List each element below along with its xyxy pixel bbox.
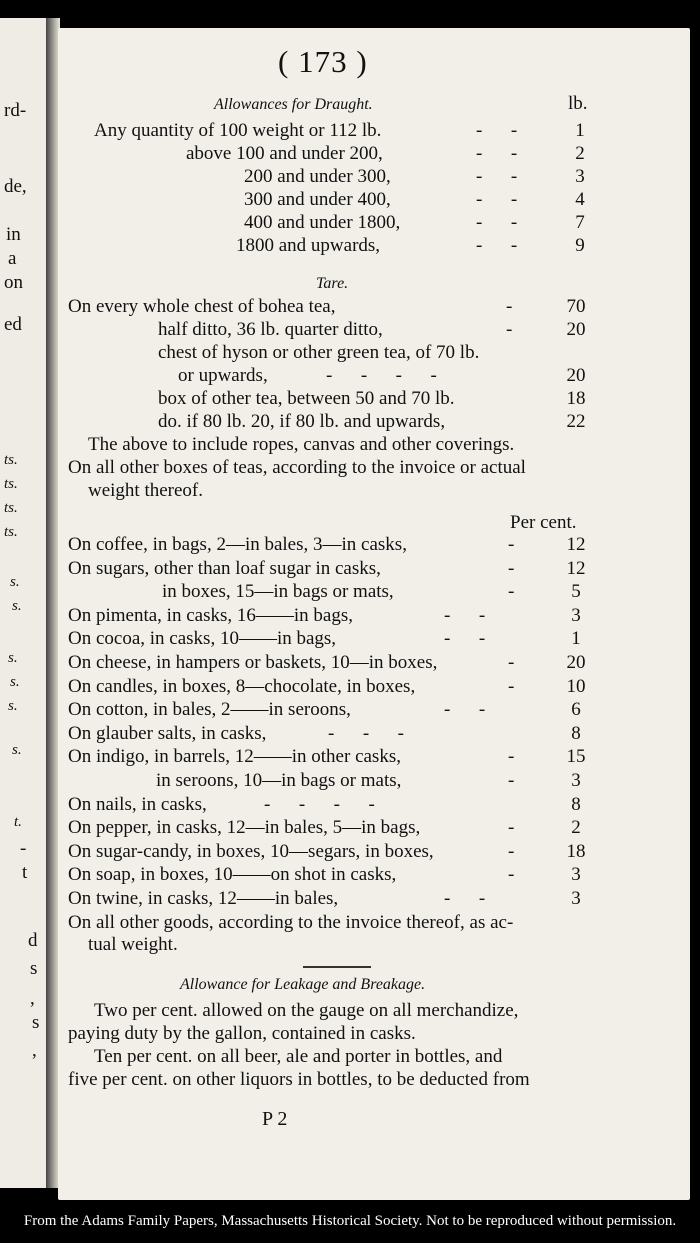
row-leader-dashes: - xyxy=(508,746,515,768)
facing-page-fragment: s. xyxy=(10,574,20,590)
row-text: On cotton, in bales, 2——in seroons, xyxy=(68,699,351,721)
facing-page-fragment: rd- xyxy=(4,100,27,121)
row-value: 3 xyxy=(575,166,585,187)
leakage-line-3: Ten per cent. on all beer, ale and porter in bottles, and xyxy=(94,1046,503,1067)
row-value: 3 xyxy=(571,888,581,909)
row-leader-dashes: - xyxy=(508,770,515,791)
row-leader-dashes: - - xyxy=(444,628,486,650)
leakage-line-4: five per cent. on other liquors in bottles, to be deducted from xyxy=(68,1069,530,1090)
facing-page-fragment: on xyxy=(4,272,23,293)
facing-page-fragment: s xyxy=(30,958,38,979)
row-value: 18 xyxy=(566,388,586,409)
row-value: 8 xyxy=(571,793,581,815)
row-text: On sugars, other than loaf sugar in casks, xyxy=(68,557,381,579)
facing-page-fragment: de, xyxy=(4,176,27,197)
leakage-heading: Allowance for Leakage and Breakage. xyxy=(180,976,426,993)
row-text: On every whole chest of bohea tea, xyxy=(68,296,336,317)
tare-heading: Tare. xyxy=(316,275,349,292)
facing-page-fragment: ts. xyxy=(4,452,18,468)
row-leader-dashes: - - - - xyxy=(326,365,437,386)
row-leader-dashes: - - xyxy=(476,166,518,187)
row-leader-dashes: - xyxy=(508,534,515,555)
row-leader-dashes: - xyxy=(508,840,515,862)
row-text: 400 and under 1800, xyxy=(244,212,401,233)
row-value: 9 xyxy=(575,235,585,256)
row-text: half ditto, 36 lb. quarter ditto, xyxy=(158,319,383,340)
row-value: 10 xyxy=(566,675,586,697)
row-value: 1 xyxy=(571,628,581,650)
row-text: The above to include ropes, canvas and other coverings. xyxy=(88,434,515,455)
facing-page-fragment: s. xyxy=(12,598,22,614)
copyright-footer: From the Adams Family Papers, Massachusetts Historical Society. Not to be reproduced without permission. xyxy=(23,1213,677,1229)
row-text: 300 and under 400, xyxy=(244,189,391,210)
row-text: On candles, in boxes, 8—chocolate, in boxes, xyxy=(68,675,416,697)
row-value: 12 xyxy=(566,534,586,555)
facing-page-fragment: s. xyxy=(8,650,18,666)
row-value: 22 xyxy=(566,411,586,432)
row-leader-dashes: - xyxy=(508,557,515,579)
row-text: On pepper, in casks, 12—in bales, 5—in bags, xyxy=(68,817,421,839)
draught-heading: Allowances for Draught. xyxy=(214,96,373,113)
row-leader-dashes: - - xyxy=(476,120,518,141)
row-value: 12 xyxy=(566,557,586,579)
row-leader-dashes: - xyxy=(508,652,515,673)
facing-page-fragment: , xyxy=(32,1040,37,1061)
facing-page-fragment: s. xyxy=(8,698,18,714)
book-page xyxy=(58,28,690,1200)
per-cent-header: Per cent. xyxy=(510,512,577,533)
row-value: 70 xyxy=(566,296,586,317)
facing-page-fragment: a xyxy=(8,248,17,269)
row-text: On soap, in boxes, 10——on shot in casks, xyxy=(68,864,397,886)
row-leader-dashes: - xyxy=(508,675,515,697)
row-value: 8 xyxy=(571,722,581,744)
row-leader-dashes: - - xyxy=(444,699,486,721)
row-text: On all other boxes of teas, according to the invoice or actual xyxy=(68,457,526,478)
facing-page-fragment: ts. xyxy=(4,524,18,540)
section-rule xyxy=(303,966,371,968)
facing-page-fragment: s. xyxy=(10,674,20,690)
row-value: 18 xyxy=(566,840,586,862)
other-goods-line-2: tual weight. xyxy=(88,934,178,955)
row-text: On coffee, in bags, 2—in bales, 3—in casks, xyxy=(68,534,407,555)
facing-page-fragment: ts. xyxy=(4,476,18,492)
row-value: 7 xyxy=(575,212,585,233)
row-leader-dashes: - - - - xyxy=(264,793,375,815)
row-text: On cheese, in hampers or baskets, 10—in boxes, xyxy=(68,652,438,673)
page-number: ( 173 ) xyxy=(278,44,368,79)
row-value: 20 xyxy=(566,365,586,386)
draught-unit: lb. xyxy=(568,93,588,114)
row-value: 20 xyxy=(566,319,586,340)
leakage-line-2: paying duty by the gallon, contained in casks. xyxy=(68,1023,416,1044)
row-text: On twine, in casks, 12——in bales, xyxy=(68,888,339,909)
row-leader-dashes: - xyxy=(506,296,513,317)
row-leader-dashes: - - xyxy=(476,235,518,256)
row-text: On sugar-candy, in boxes, 10—segars, in boxes, xyxy=(68,840,434,862)
leakage-line-1: Two per cent. allowed on the gauge on all merchandize, xyxy=(94,1000,519,1021)
row-text: or upwards, xyxy=(178,365,268,386)
row-value: 6 xyxy=(571,699,581,721)
facing-page-strip xyxy=(0,18,48,1188)
facing-page-fragment: , xyxy=(30,988,35,1009)
row-text: On nails, in casks, xyxy=(68,793,207,815)
row-text: Any quantity of 100 weight or 112 lb. xyxy=(94,120,382,141)
row-text: box of other tea, between 50 and 70 lb. xyxy=(158,388,455,409)
row-leader-dashes: - xyxy=(508,581,515,603)
row-value: 15 xyxy=(566,746,586,768)
row-value: 2 xyxy=(571,817,581,839)
other-goods-line-1: On all other goods, according to the invoice thereof, as ac- xyxy=(68,912,514,933)
row-value: 1 xyxy=(575,120,585,141)
row-value: 20 xyxy=(566,652,586,673)
row-value: 3 xyxy=(571,864,581,886)
row-text: chest of hyson or other green tea, of 70 lb. xyxy=(158,342,480,363)
row-text: do. if 80 lb. 20, if 80 lb. and upwards, xyxy=(158,411,446,432)
row-leader-dashes: - - xyxy=(476,212,518,233)
row-leader-dashes: - - xyxy=(476,189,518,210)
row-text: in boxes, 15—in bags or mats, xyxy=(162,581,394,603)
facing-page-fragment: d xyxy=(28,930,38,951)
row-text: weight thereof. xyxy=(88,480,204,501)
facing-page-fragment: ed xyxy=(4,314,22,335)
row-text: On indigo, in barrels, 12——in other casks, xyxy=(68,746,401,768)
row-leader-dashes: - - xyxy=(444,888,486,909)
row-text: in seroons, 10—in bags or mats, xyxy=(156,770,402,791)
row-value: 2 xyxy=(575,143,585,164)
row-text: On cocoa, in casks, 10——in bags, xyxy=(68,628,337,650)
facing-page-fragment: t xyxy=(22,862,28,883)
row-text: On glauber salts, in casks, xyxy=(68,722,267,744)
facing-page-fragment: t. xyxy=(14,814,22,830)
facing-page-fragment: ts. xyxy=(4,500,18,516)
row-value: 5 xyxy=(571,581,581,603)
facing-page-fragment: s. xyxy=(12,742,22,758)
row-leader-dashes: - - - xyxy=(328,722,404,744)
facing-page-fragment: in xyxy=(6,224,21,245)
row-leader-dashes: - xyxy=(506,319,513,340)
row-text: On pimenta, in casks, 16——in bags, xyxy=(68,604,353,626)
facing-page-fragment: - xyxy=(20,838,27,859)
row-value: 3 xyxy=(571,604,581,626)
facing-page-fragment: s xyxy=(32,1012,40,1033)
row-leader-dashes: - - xyxy=(444,604,486,626)
row-text: 1800 and upwards, xyxy=(236,235,381,256)
row-text: above 100 and under 200, xyxy=(186,143,383,164)
row-text: 200 and under 300, xyxy=(244,166,391,187)
row-leader-dashes: - - xyxy=(476,143,518,164)
row-value: 4 xyxy=(575,189,585,210)
row-value: 3 xyxy=(571,770,581,791)
row-leader-dashes: - xyxy=(508,817,515,839)
signature-mark: P 2 xyxy=(262,1108,288,1130)
row-leader-dashes: - xyxy=(508,864,515,886)
